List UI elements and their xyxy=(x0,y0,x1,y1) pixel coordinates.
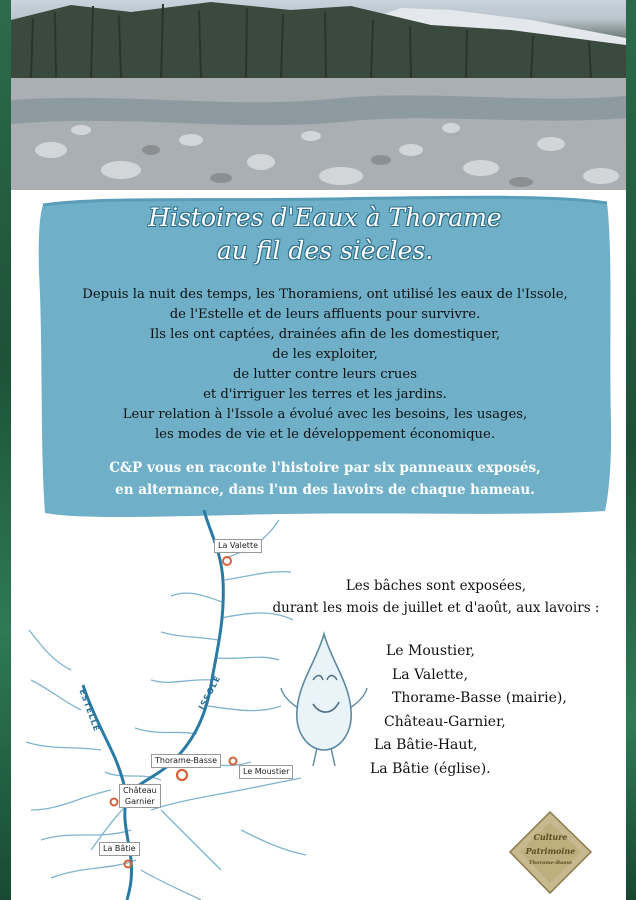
place-item: La Bâtie (église). xyxy=(370,760,491,777)
exhibition-line: durant les mois de juillet et d'août, aux lavoirs : xyxy=(272,600,600,616)
highlight-text xyxy=(37,457,613,501)
exhibition-info xyxy=(251,575,621,619)
intro-line: de lutter contre leurs crues xyxy=(232,367,417,382)
river-map-drawing xyxy=(11,510,311,900)
right-border xyxy=(626,0,636,900)
intro-panel xyxy=(37,193,613,519)
map-label-chateau: Château xyxy=(123,786,157,795)
map-label-thorame-basse: Thorame-Basse xyxy=(151,754,221,768)
river-label-issole: ISSOLE xyxy=(196,673,223,712)
highlight-line: en alternance, dans l'un des lavoirs de chaque hameau. xyxy=(115,482,535,498)
place-item: Château-Garnier, xyxy=(384,713,506,730)
map-label-le-moustier: Le Moustier xyxy=(239,765,293,779)
places-list xyxy=(351,640,601,781)
page-title xyxy=(37,201,613,267)
intro-line: les modes de vie et le développement économique. xyxy=(154,427,496,442)
map-label-chateau-garnier xyxy=(119,784,161,808)
map-label-garnier: Garnier xyxy=(124,797,155,806)
intro-line: de l'Estelle et de leurs affluents pour survivre. xyxy=(169,307,481,322)
intro-text xyxy=(37,285,613,445)
highlight-line: C&P vous en raconte l'histoire par six panneaux exposés, xyxy=(109,460,541,476)
place-item: La Valette, xyxy=(392,666,469,683)
place-item: Thorame-Basse (mairie), xyxy=(392,690,567,706)
intro-line: Ils les ont captées, drainées afin de les domestiquer, xyxy=(149,327,501,342)
exhibition-line: Les bâches sont exposées, xyxy=(345,578,527,594)
place-item: Le Moustier, xyxy=(386,643,475,659)
map-label-la-valette: La Valette xyxy=(214,539,262,553)
intro-line: et d'irriguer les terres et les jardins. xyxy=(203,387,447,402)
intro-line: Leur relation à l'Issole a évolué avec les besoins, les usages, xyxy=(122,407,528,422)
logo-line-3: Thorame-Basse xyxy=(528,860,573,866)
map-label-la-batie: La Bâtie xyxy=(99,842,140,856)
river-landscape-photo xyxy=(11,0,626,190)
intro-line: de les exploiter, xyxy=(272,347,378,362)
culture-patrimoine-logo xyxy=(508,810,593,895)
intro-line: Depuis la nuit des temps, les Thoramiens, ont utilisé les eaux de l'Issole, xyxy=(82,287,568,302)
river-label-estelle: ESTELLE xyxy=(77,687,102,734)
place-item: La Bâtie-Haut, xyxy=(374,737,478,753)
title-line-2: au fil des siècles. xyxy=(216,236,434,265)
logo-line-1: Culture xyxy=(533,832,568,842)
poster xyxy=(11,0,626,900)
title-line-1: Histoires d'Eaux à Thorame xyxy=(148,203,502,232)
logo-line-2: Patrimoine xyxy=(525,846,576,856)
river-map xyxy=(11,510,311,900)
left-border xyxy=(0,0,11,900)
